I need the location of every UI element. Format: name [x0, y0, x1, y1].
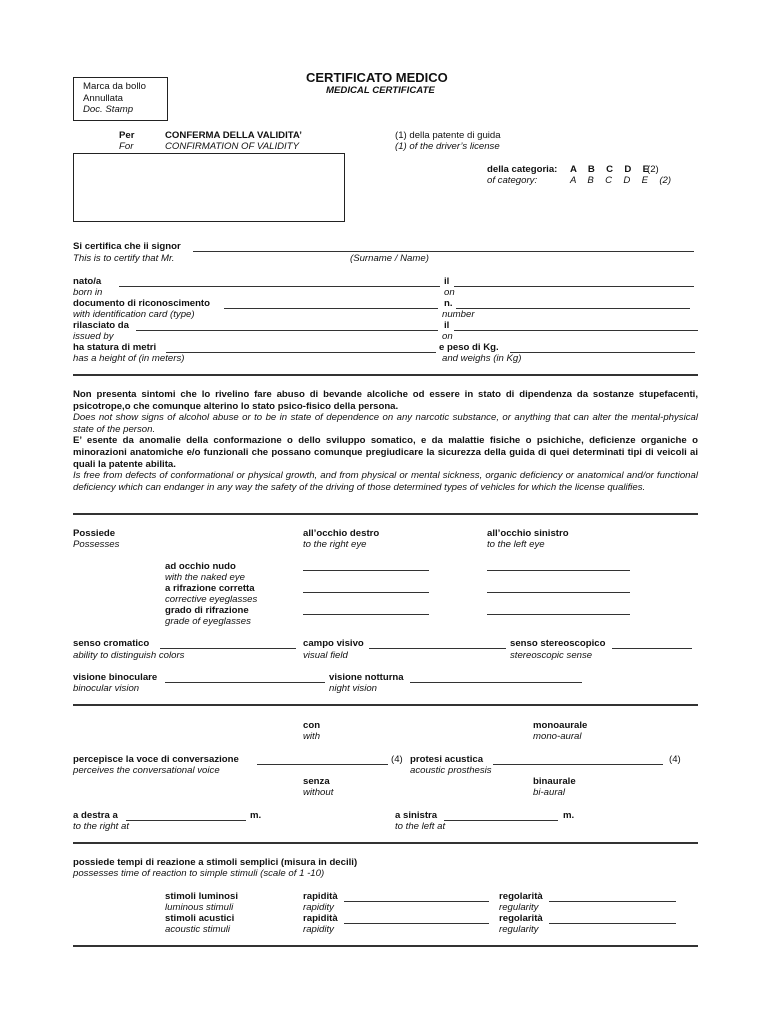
right-ear-unit: m. [250, 810, 262, 821]
corrected-label: a rifrazione corretta [165, 583, 255, 594]
right-eye-label-en: to the right eye [303, 539, 367, 550]
acoustic-speed-field[interactable] [344, 923, 489, 924]
issued-date-label-en: on [442, 331, 453, 342]
left-eye-label: all’occhio sinistro [487, 528, 569, 539]
prosthesis-label-en: acoustic prosthesis [410, 765, 492, 776]
binaural-label: binaurale [533, 776, 576, 787]
for-label: For [119, 141, 134, 152]
luminous-regularity-label: regolarità [499, 891, 543, 902]
stamp-line3: Doc. Stamp [83, 104, 134, 115]
issued-label: rilasciato da [73, 320, 129, 331]
reaction-title: possiede tempi di reazione a stimoli semplici (misura in decili) [73, 857, 358, 868]
doc-number-label: n. [444, 298, 453, 309]
born-date-field[interactable] [454, 286, 694, 287]
issued-date-label: il [444, 320, 450, 331]
without-label-en: without [303, 787, 334, 798]
with-label: con [303, 720, 321, 731]
certify-label-en: This is to certify that Mr. [73, 253, 175, 264]
doc-number-field[interactable] [456, 308, 690, 309]
stamp-line1: Marca da bollo [83, 81, 146, 92]
luminous-speed-label: rapidità [303, 891, 338, 902]
divider [73, 513, 698, 515]
mono-label: monoaurale [533, 720, 588, 731]
height-label: ha statura di metri [73, 342, 157, 353]
doc-number-label-en: number [442, 309, 475, 320]
category-letters-en: A B C D E (2) [570, 175, 672, 186]
page-title: CERTIFICATO MEDICO [306, 70, 448, 85]
per-label: Per [119, 130, 135, 141]
voice-label-en: perceives the conversational voice [73, 765, 220, 776]
corrected-left-field[interactable] [487, 592, 630, 593]
category-label-en: of category: [487, 175, 538, 186]
naked-left-field[interactable] [487, 570, 630, 571]
issued-date-field[interactable] [454, 330, 698, 331]
luminous-label-en: luminous stimuli [165, 902, 234, 913]
mono-label-en: mono-aural [533, 731, 582, 742]
confirm-label: CONFERMA DELLA VALIDITA’ [165, 130, 302, 141]
weight-label-en: and weighs (in Kg) [442, 353, 522, 364]
name-hint: (Surname / Name) [350, 253, 429, 264]
night-vision-label: visione notturna [329, 672, 404, 683]
page-subtitle: MEDICAL CERTIFICATE [326, 85, 435, 96]
born-field[interactable] [119, 286, 440, 287]
right-ear-field[interactable] [126, 820, 246, 821]
voice-field[interactable] [257, 764, 388, 765]
doc-label: documento di riconoscimento [73, 298, 210, 309]
prosthesis-label: protesi acustica [410, 754, 484, 765]
born-label: nato/a [73, 276, 102, 287]
corrected-right-field[interactable] [303, 592, 429, 593]
right-ear-label: a destra a [73, 810, 118, 821]
color-sense-field[interactable] [160, 648, 296, 649]
acoustic-regularity-label: regolarità [499, 913, 543, 924]
certify-label: Si certifica che ii signor [73, 241, 181, 252]
right-eye-label: all’occhio destro [303, 528, 380, 539]
without-label: senza [303, 776, 330, 787]
luminous-regularity-field[interactable] [549, 901, 676, 902]
left-ear-label: a sinistra [395, 810, 438, 821]
doc-label-en: with identification card (type) [73, 309, 195, 320]
born-date-label: il [444, 276, 450, 287]
stereo-field[interactable] [612, 648, 692, 649]
color-sense-label: senso cromatico [73, 638, 150, 649]
grade-right-field[interactable] [303, 614, 429, 615]
prosthesis-note: (4) [669, 754, 681, 765]
acoustic-label: stimoli acustici [165, 913, 235, 924]
height-field[interactable] [166, 352, 436, 353]
color-sense-label-en: ability to distinguish colors [73, 650, 185, 661]
binaural-label-en: bi-aural [533, 787, 565, 798]
divider [73, 704, 698, 706]
acoustic-speed-label-en: rapidity [303, 924, 334, 935]
left-ear-label-en: to the left at [395, 821, 446, 832]
grade-label-en: grade of eyeglasses [165, 616, 251, 627]
declaration-p2-en: Is free from defects of conformational or physical growth, and from physical or mental sickness, organic deficiency or anatomical and/or functional deficiency which can endanger in any way the safety of the driving of those determined types of vehicles for which the license qualifies. [73, 470, 698, 493]
binocular-label: visione binoculare [73, 672, 158, 683]
luminous-speed-label-en: rapidity [303, 902, 334, 913]
night-vision-label-en: night vision [329, 683, 377, 694]
acoustic-regularity-field[interactable] [549, 923, 676, 924]
issued-label-en: issued by [73, 331, 114, 342]
prosthesis-field[interactable] [493, 764, 663, 765]
stereo-label-en: stereoscopic sense [510, 650, 593, 661]
naked-right-field[interactable] [303, 570, 429, 571]
voice-label: percepisce la voce di conversazione [73, 754, 239, 765]
binocular-field[interactable] [165, 682, 325, 683]
corrected-label-en: corrective eyeglasses [165, 594, 258, 605]
declaration-p1: Non presenta sintomi che lo rivelino fare abuso di bevande alcoliche od essere in stato di dipendenza da sostanze stupefacenti, psicotrope,o che comunque alterino lo stato psico-fisico della persona. [73, 389, 698, 412]
reaction-title-en: possesses time of reaction to simple stimuli (scale of 1 -10) [73, 868, 325, 879]
doc-field[interactable] [224, 308, 438, 309]
declaration [73, 389, 698, 493]
left-ear-field[interactable] [444, 820, 558, 821]
divider [73, 945, 698, 947]
license-label: (1) della patente di guida [395, 130, 501, 141]
name-field[interactable] [193, 251, 694, 252]
possess-label-en: Possesses [73, 539, 120, 550]
stamp-line2: Annullata [83, 93, 124, 104]
grade-left-field[interactable] [487, 614, 630, 615]
divider [73, 374, 698, 376]
luminous-label: stimoli luminosi [165, 891, 239, 902]
luminous-regularity-label-en: regularity [499, 902, 539, 913]
right-ear-label-en: to the right at [73, 821, 129, 832]
stereo-label: senso stereoscopico [510, 638, 606, 649]
acoustic-regularity-label-en: regularity [499, 924, 539, 935]
weight-field[interactable] [510, 352, 695, 353]
photo-box[interactable] [73, 153, 345, 222]
visual-field-label: campo visivo [303, 638, 364, 649]
voice-note: (4) [391, 754, 403, 765]
category-label: della categoria: [487, 164, 558, 175]
born-label-en: born in [73, 287, 103, 298]
acoustic-label-en: acoustic stimuli [165, 924, 231, 935]
left-ear-unit: m. [563, 810, 575, 821]
category-letters[interactable]: A B C D E [570, 164, 650, 175]
grade-label: grado di rifrazione [165, 605, 249, 616]
category-note: (2) [647, 164, 659, 175]
born-date-label-en: on [444, 287, 455, 298]
left-eye-label-en: to the left eye [487, 539, 545, 550]
naked-eye-label-en: with the naked eye [165, 572, 246, 583]
possess-label: Possiede [73, 528, 116, 539]
weight-label: e peso di Kg. [439, 342, 499, 353]
license-label-en: (1) of the driver’s license [395, 141, 500, 152]
naked-eye-label: ad occhio nudo [165, 561, 236, 572]
visual-field-field[interactable] [369, 648, 506, 649]
visual-field-label-en: visual field [303, 650, 348, 661]
binocular-label-en: binocular vision [73, 683, 140, 694]
acoustic-speed-label: rapidità [303, 913, 338, 924]
issued-field[interactable] [136, 330, 438, 331]
night-vision-field[interactable] [410, 682, 582, 683]
luminous-speed-field[interactable] [344, 901, 489, 902]
divider [73, 842, 698, 844]
declaration-p1-en: Does not show signs of alcohol abuse or to be in state of dependence on any narcotic substance, or anything that can alter the mental-physical state of the person. [73, 412, 698, 435]
height-label-en: has a height of (in meters) [73, 353, 185, 364]
with-label-en: with [303, 731, 321, 742]
declaration-p2: E’ esente da anomalie della conformazione o dello sviluppo somatico, e da malattie fisiche o psichiche, deficienze organiche o minorazioni anatomiche e/o funzionali che possano comunque pregiudicare la sicurezza della guida di quei determinati tipi di veicoli ai quali la patente abilita. [73, 435, 698, 470]
confirm-label-en: CONFIRMATION OF VALIDITY [165, 141, 299, 152]
